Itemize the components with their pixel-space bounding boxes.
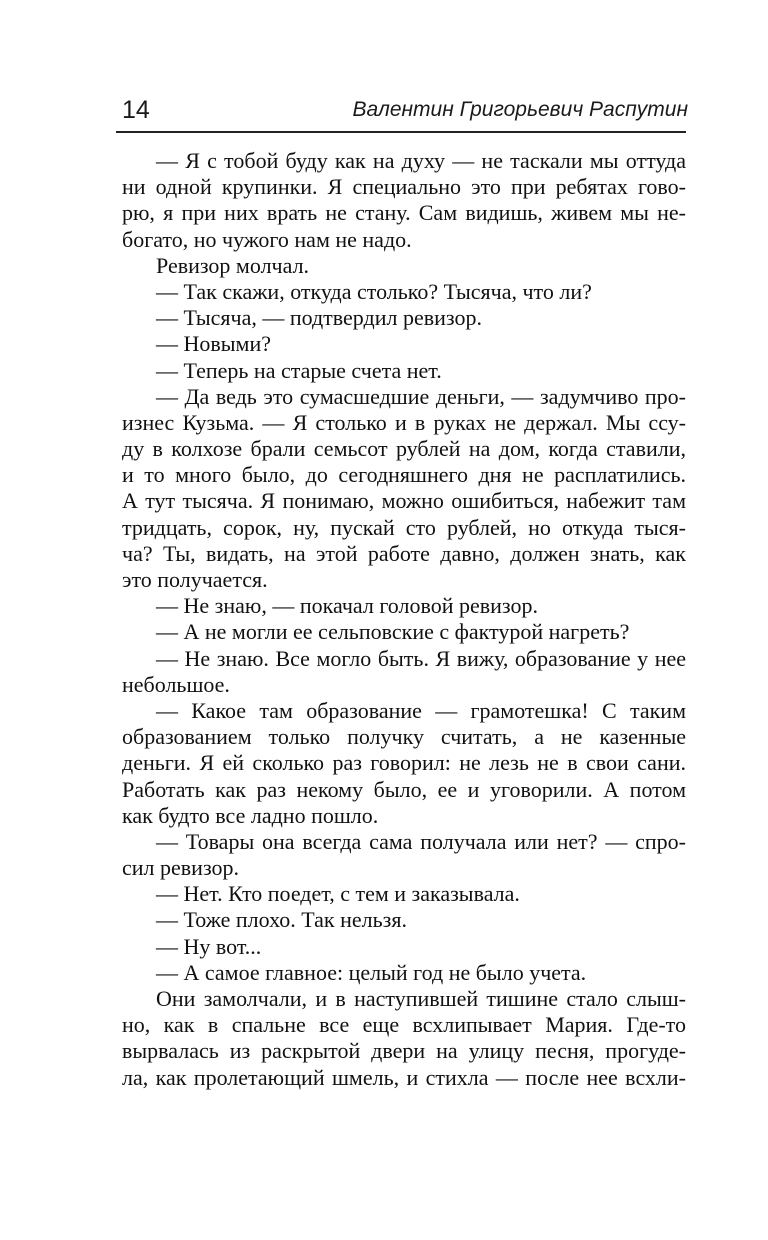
running-header (116, 92, 688, 132)
body-text (122, 148, 686, 1091)
text-line: богато, но чужого нам не надо. (122, 226, 412, 252)
text-line: — Нет. Кто поедет, с тем и заказывала. (156, 881, 520, 907)
text-line: сил ревизор. (122, 855, 240, 881)
text-line: — Тоже плохо. Так нельзя. (156, 907, 407, 933)
text-line: ла, как пролетающий шмель, и стихла — после нее всхли- (122, 1064, 686, 1090)
page-number: 14 (122, 96, 150, 124)
text-line: ду в колхозе брали семьсот рублей на дом, когда ставили, (122, 436, 686, 462)
text-line: — Я с тобой буду как на духу — не таскали мы оттуда (156, 148, 686, 173)
text-line: — Не знаю, — покачал головой ревизор. (156, 593, 538, 619)
text-line: вырвалась из раскрытой двери на улицу песня, прогуде- (122, 1038, 686, 1064)
text-line: и то много было, до сегодняшнего дня не расплатились. (122, 462, 686, 488)
text-line: образованием только получку считать, а не казенные (122, 724, 686, 750)
text-line: Ревизор молчал. (156, 252, 310, 278)
text-line: — Товары она всегда сама получала или нет? — спро- (156, 828, 686, 854)
text-line: — Теперь на старые счета нет. (156, 357, 442, 383)
text-line: — А самое главное: целый год не было учета. (156, 959, 587, 985)
text-line: А тут тысяча. Я понимаю, можно ошибиться, набежит там (122, 488, 686, 514)
text-line: ча? Ты, видать, на этой работе давно, должен знать, как (122, 540, 686, 566)
text-line: — Так скажи, откуда столько? Тысяча, что ли? (156, 278, 592, 304)
text-line: как будто все ладно пошло. (122, 802, 379, 828)
text-line: это получается. (122, 567, 268, 592)
text-line: но, как в спальне все еще всхлипывает Мария. Где-то (122, 1012, 686, 1038)
text-line: — Ну вот... (156, 933, 262, 959)
text-line: Они замолчали, и в наступившей тишине стало слыш- (156, 986, 686, 1011)
text-line: — Какое там образование — грамотешка! С таким (156, 697, 686, 723)
header-rule (116, 131, 686, 133)
book-title-header: Валентин Григорьевич Распутин (352, 98, 688, 121)
text-line: — Новыми? (156, 331, 272, 357)
text-line: небольшое. (122, 671, 230, 697)
text-line: — Тысяча, — подтвердил ревизор. (156, 305, 482, 331)
text-line: ни одной крупинки. Я специально это при ребятах гово- (122, 174, 686, 200)
text-line: — Не знаю. Все могло быть. Я вижу, образование у нее (156, 645, 686, 671)
text-line: — А не могли ее сельповские с фактурой нагреть? (156, 619, 630, 645)
text-line: деньги. Я ей сколько раз говорил: не лезь не в свои сани. (122, 750, 686, 776)
text-line: рю, я при них врать не стану. Сам видишь, живем мы не- (122, 200, 686, 226)
text-line: тридцать, сорок, ну, пускай сто рублей, но откуда тыся- (122, 514, 686, 540)
text-line: изнес Кузьма. — Я столько и в руках не держал. Мы ссу- (122, 409, 686, 435)
text-line: Работать как раз некому было, ее и уговорили. А потом (122, 776, 686, 802)
text-line: — Да ведь это сумасшедшие деньги, — задумчиво про- (156, 383, 686, 409)
